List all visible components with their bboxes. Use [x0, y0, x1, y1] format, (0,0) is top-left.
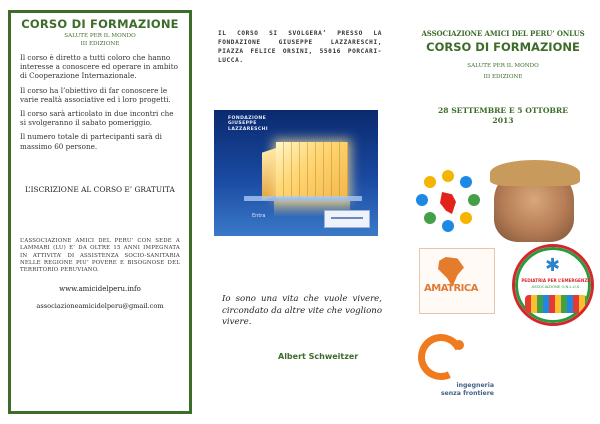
pediatria-logo-line1: PEDIATRIA PER L’EMERGENZA	[521, 278, 591, 283]
isf-logo-line2: senza frontiere	[440, 389, 494, 397]
association-name: ASSOCIAZIONE AMICI DEL PERU’ ONLUS	[421, 29, 585, 38]
left-edition: III EDIZIONE	[80, 41, 120, 47]
foundation-photo	[214, 110, 378, 236]
quote-text: Io sono una vita che vuole vivere, circondato da altre vite che vogliono vivere.	[222, 294, 382, 328]
foundation-logo-line2: GIUSEPPE	[228, 121, 257, 127]
children-row-icon	[525, 295, 587, 313]
amatrica-logo	[419, 248, 495, 314]
photo-caption-card	[324, 210, 370, 228]
left-body	[11, 47, 189, 151]
right-subtitle: SALUTE PER IL MONDO	[467, 63, 539, 69]
star-of-life-icon: ✱	[545, 255, 561, 276]
amatrica-logo-text: AMATRICA	[424, 283, 478, 294]
pediatria-emergenza-logo	[512, 244, 594, 326]
venue-text: IL CORSO SI SVOLGERA’ PRESSO LA FONDAZIONE GIUSEPPE LAZZARESCHI, PIAZZA FELICE ORSINI, 55016 PORCARI-LUCCA.	[218, 30, 382, 64]
building-glass	[276, 142, 348, 198]
left-paragraph-3: Il corso sarà articolato in due incontri che si svolgeranno il sabato pomeriggio.	[20, 109, 174, 128]
website-link[interactable]: www.amicidelperu.info	[59, 284, 141, 293]
registration-note: L’ISCRIZIONE AL CORSO E’ GRATUITA	[25, 184, 175, 194]
photo-entra-label: Entra	[252, 213, 266, 219]
ingegneria-senza-frontiere-logo	[410, 330, 494, 410]
foundation-logo-line3: LAZZARESCHI	[228, 126, 269, 132]
foundation-logo-line1: FONDAZIONE	[228, 116, 267, 121]
isf-logo-line1: ingegneria	[456, 382, 494, 389]
left-paragraph-1: Il corso è diretto a tutti coloro che hanno interesse a conoscere ed operare in ambito di Cooperazione Internazionale.	[20, 53, 178, 81]
email-link[interactable]: associazioneamicidelperu@gmail.com	[36, 301, 164, 310]
foundation-logo	[228, 116, 274, 132]
isf-dot-icon	[454, 340, 464, 350]
isf-swoosh-icon	[412, 328, 471, 387]
left-subtitle: SALUTE PER IL MONDO	[64, 33, 136, 39]
pediatria-logo-line2: ASSOCIAZIONE O.N.L.U.S.	[531, 284, 581, 289]
course-dates-line1: 28 SETTEMBRE E 5 OTTOBRE	[437, 106, 568, 115]
course-dates	[414, 106, 592, 125]
child-hat	[490, 160, 580, 186]
right-title: CORSO DI FORMAZIONE	[426, 40, 580, 54]
isf-logo-text	[430, 382, 494, 397]
left-paragraph-4: Il numero totale di partecipanti sarà di massimo 60 persone.	[20, 132, 162, 151]
peru-map-icon	[438, 192, 458, 214]
quote-author: Albert Schweitzer	[278, 352, 359, 361]
left-panel	[8, 10, 192, 414]
course-dates-line2: 2013	[492, 115, 514, 125]
left-paragraph-2: Il corso ha l’obiettivo di far conoscere le varie realtà associative ed i loro progetti.	[20, 85, 171, 104]
left-title: CORSO DI FORMAZIONE	[21, 17, 179, 31]
association-description: L’ASSOCIAZIONE AMICI DEL PERU’ CON SEDE A LAMMARI (LU) E’ DA OLTRE 15 ANNI IMPEGNATA IN ATTIVITA’ DI ASSISTENZA SOCIO-SANITARIA NELLE REGIONE PIU’ POVERE E BISOGNOSE DEL TERRITORIO PERUVIANO.	[20, 237, 180, 274]
child-photo-collage	[410, 160, 582, 242]
right-edition: III EDIZIONE	[483, 74, 523, 80]
peru-ring-logo	[416, 170, 480, 234]
